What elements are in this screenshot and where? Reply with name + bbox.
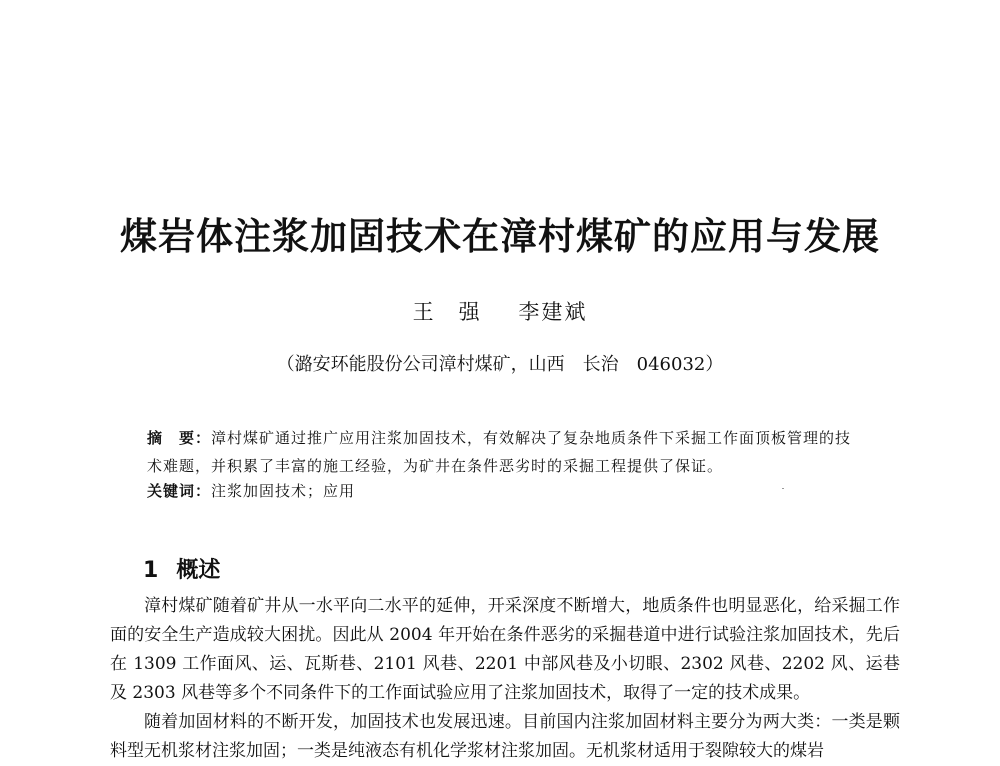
keywords-text: 注浆加固技术；应用 bbox=[211, 482, 356, 500]
section-heading bbox=[143, 553, 220, 584]
scan-speck bbox=[782, 488, 784, 489]
keywords-label: 关键词： bbox=[147, 482, 212, 500]
body-paragraph: 随着加固材料的不断开发，加固技术也发展迅速。目前国内注浆加固材料主要分为两大类：一类是颗料型无机浆材注浆加固；一类是纯液态有机化学浆材注浆加固。无机浆材适用于裂隙较大的煤岩 bbox=[110, 712, 900, 761]
body-text bbox=[110, 592, 900, 766]
keywords bbox=[147, 480, 355, 501]
author-affiliation: （潞安环能股份公司漳村煤矿，山西 长治 046032） bbox=[276, 354, 724, 375]
section-number: 1 bbox=[143, 558, 159, 583]
body-paragraph: 漳村煤矿随着矿井从一水平向二水平的延伸，开采深度不断增大，地质条件也明显恶化，给采掘工作面的安全生产造成较大困扰。因此从 2004 年开始在条件恶劣的采掘巷道中进行试验注浆加固技术，先后在 1309 工作面风、运、瓦斯巷、2101 风巷、2201 中部风巷及小切眼、2302 风巷、2202 风、运巷及 2303 风巷等多个不同条件下的工作面试验应用了注浆加固技术，取得了一定的技术成果。 bbox=[110, 596, 900, 703]
author-name: 王 强 bbox=[412, 300, 482, 324]
paper-title: 煤岩体注浆加固技术在漳村煤矿的应用与发展 bbox=[120, 214, 880, 258]
abstract-label: 摘 要： bbox=[147, 429, 212, 447]
abstract-text: 漳村煤矿通过推广应用注浆加固技术，有效解决了复杂地质条件下采掘工作面顶板管理的技术难题，并积累了丰富的施工经验，为矿井在条件恶劣时的采掘工程提供了保证。 bbox=[147, 429, 852, 475]
author-list bbox=[0, 296, 1000, 326]
section-title: 概述 bbox=[176, 558, 221, 583]
abstract bbox=[147, 424, 867, 480]
author-name: 李建斌 bbox=[518, 300, 588, 324]
